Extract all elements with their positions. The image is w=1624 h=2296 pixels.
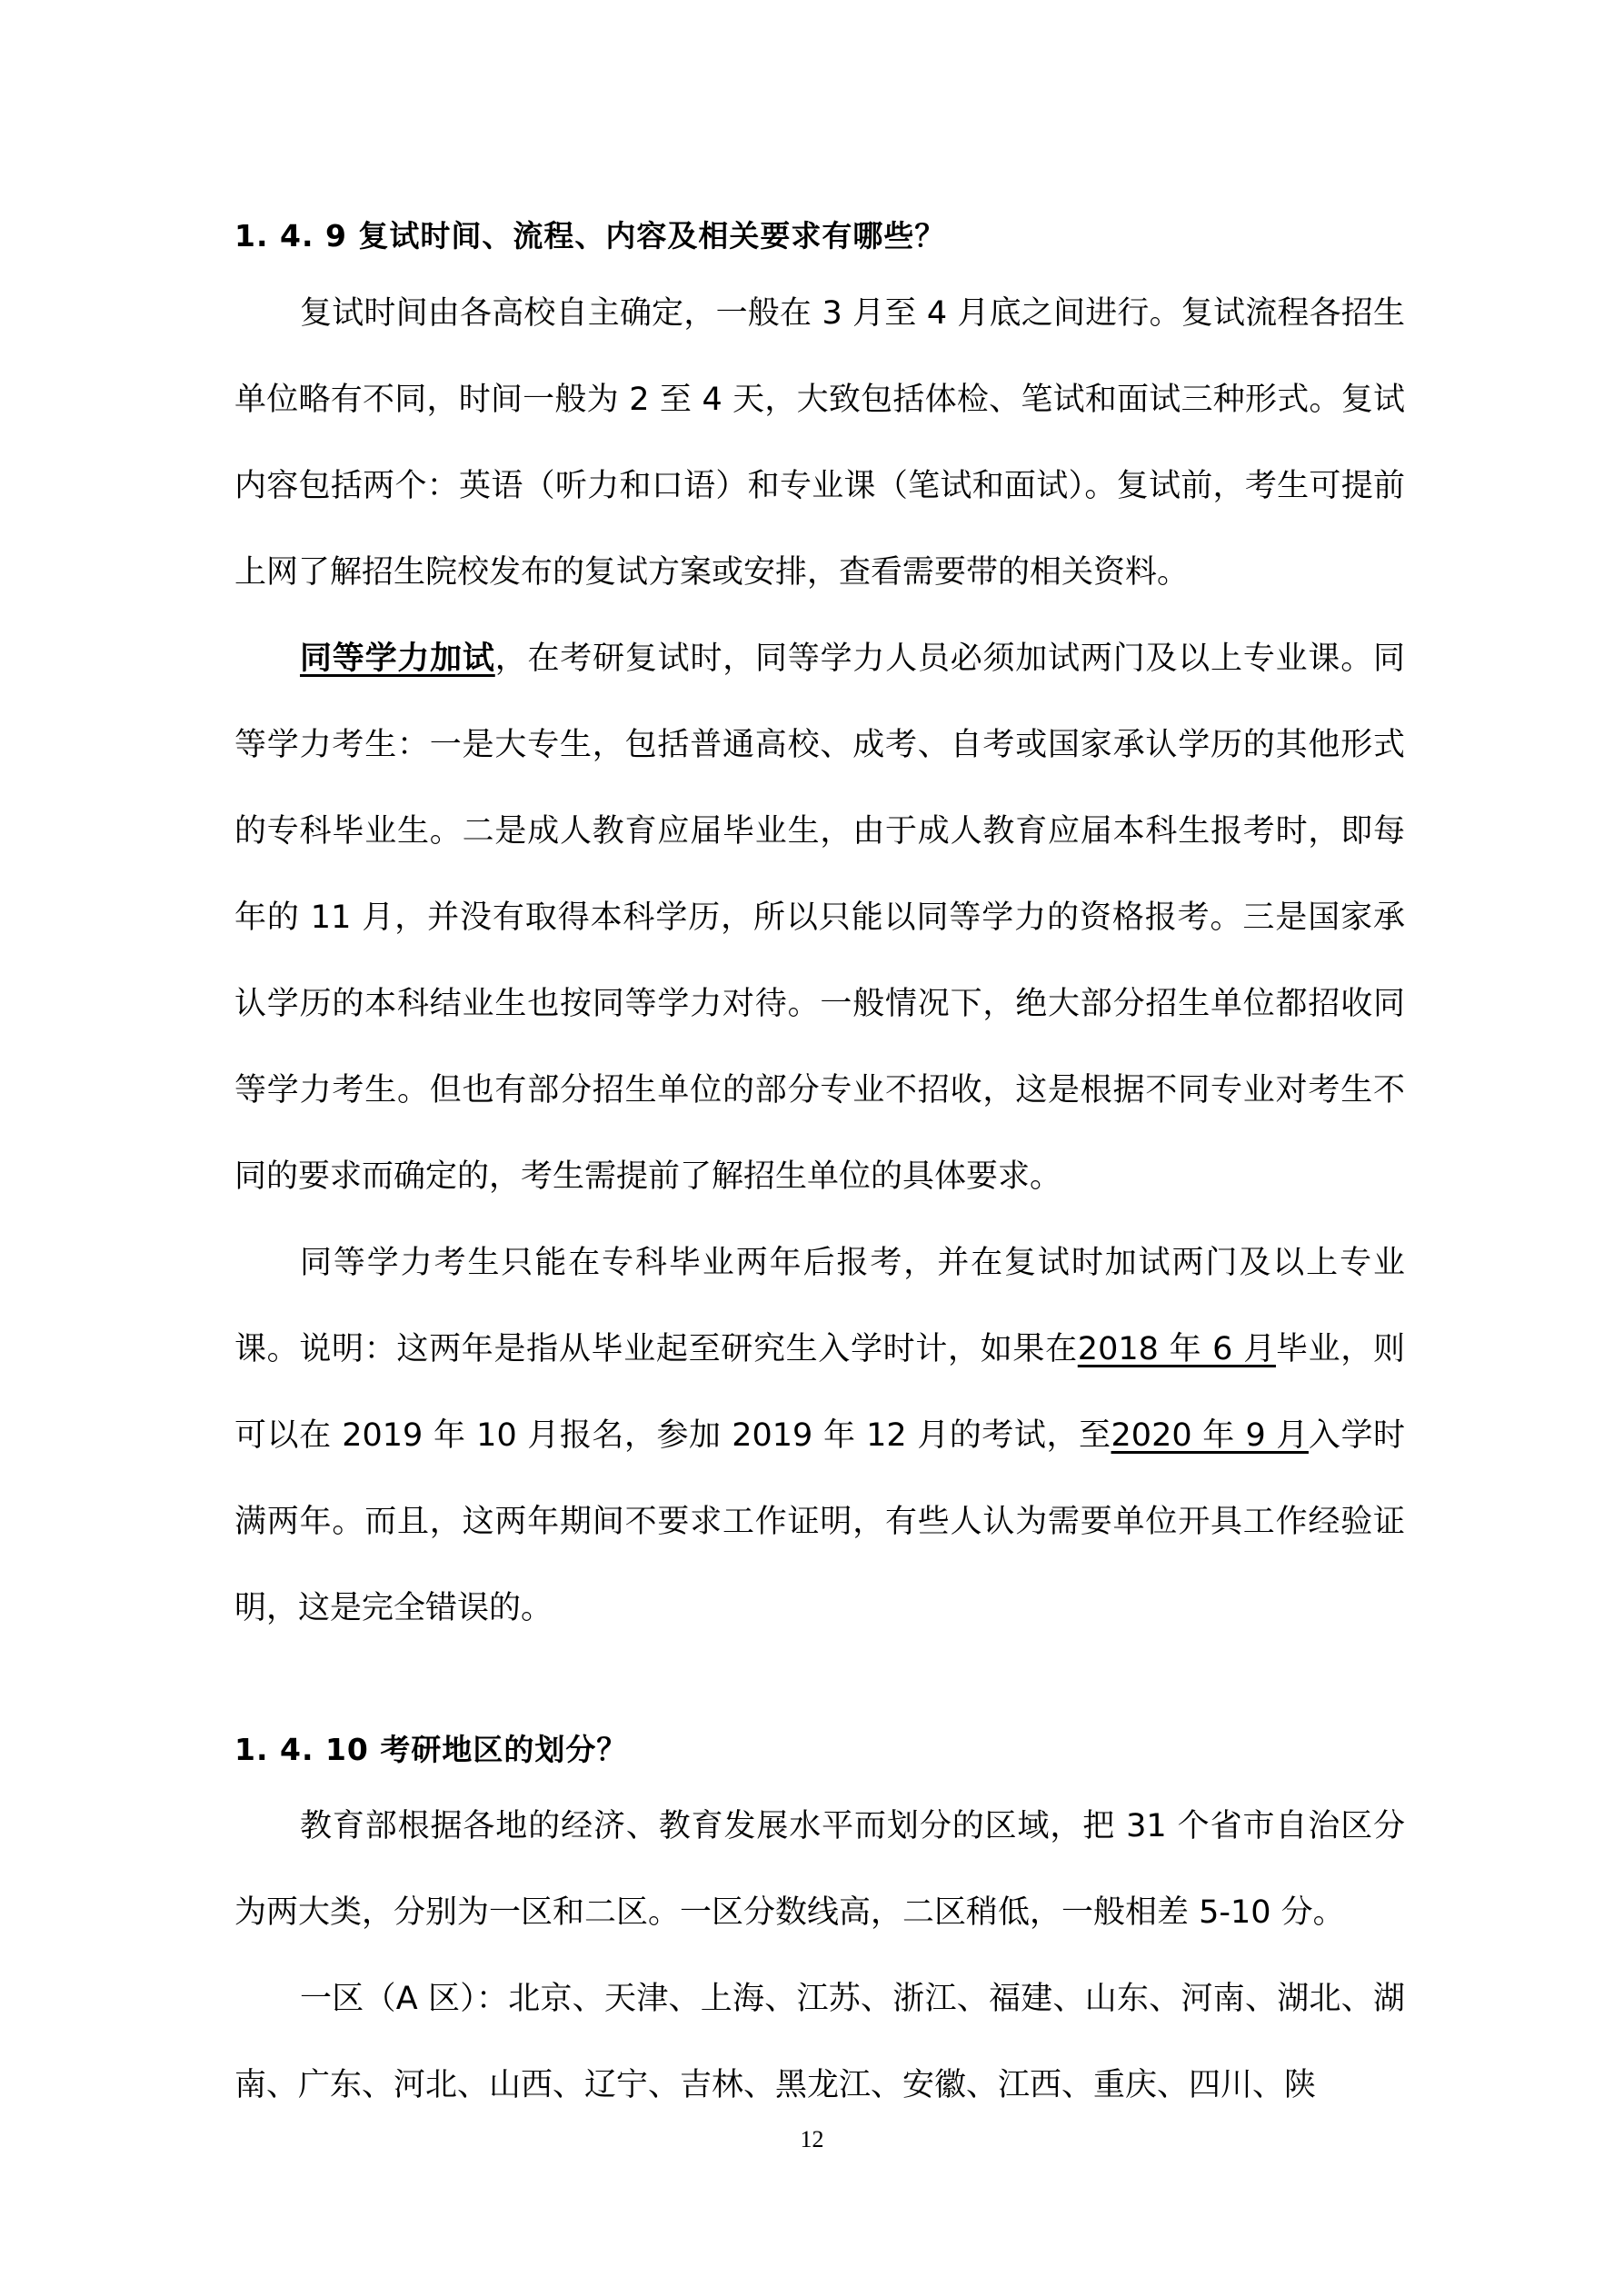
term-equivalent-education-exam: 同等学力加试: [300, 641, 495, 677]
underlined-date-enrollment: 2020 年 9 月: [1111, 1417, 1309, 1454]
paragraph-region-a-list: 一区（A 区）：北京、天津、上海、江苏、浙江、福建、山东、河南、湖北、湖南、广东、河北、山西、辽宁、吉林、黑龙江、安徽、江西、重庆、四川、陕: [234, 1981, 1405, 2103]
paragraph-region-division: 教育部根据各地的经济、教育发展水平而划分的区域，把 31 个省市自治区分为两大类，分别为一区和二区。一区分数线高，二区稍低，一般相差 5-10 分。: [234, 1808, 1405, 1931]
page-number: 12: [800, 2126, 824, 2152]
underlined-date-graduation: 2018 年 6 月: [1077, 1331, 1276, 1367]
paragraph-two-year-rule-text-c: 入学时满两年。而且，这两年期间不要求工作证明，有些人认为需要单位开具工作经验证明，这是完全错误的。: [234, 1417, 1405, 1626]
paragraph-two-year-rule: [234, 1220, 1405, 1652]
paragraph-equivalent-education: [234, 616, 1405, 1220]
paragraph-equivalent-education-text: ，在考研复试时，同等学力人员必须加试两门及以上专业课。同等学力考生：一是大专生，包括普通高校、成考、自考或国家承认学历的其他形式的专科毕业生。二是成人教育应届毕业生，由于成人教育应届本科生报考时，即每年的 11 月，并没有取得本科学历，所以只能以同等学力的资格报考。三是国家承认学历的本科结业生也按同等学力对待。一般情况下，绝大部分招生单位都招收同等学力考生。但也有部分招生单位的部分专业不招收，这是根据不同专业对考生不同的要求而确定的，考生需提前了解招生单位的具体要求。: [234, 641, 1405, 1195]
section-heading-1-4-9: 1. 4. 9 复试时间、流程、内容及相关要求有哪些？: [234, 218, 946, 253]
paragraph-two-year-rule-text-b: 毕业，则可以在 2019 年 10 月报名，参加 2019 年 12 月的考试，至: [234, 1331, 1405, 1454]
section-heading-1-4-10: 1. 4. 10 考研地区的划分？: [234, 1732, 628, 1767]
paragraph-two-year-rule-text-a: 同等学力考生只能在专科毕业两年后报考，并在复试时加试两门及以上专业课。说明：这两年是指从毕业起至研究生入学时计，如果在: [234, 1245, 1405, 1367]
paragraph-retest-schedule: 复试时间由各高校自主确定，一般在 3 月至 4 月底之间进行。复试流程各招生单位略有不同，时间一般为 2 至 4 天，大致包括体检、笔试和面试三种形式。复试内容包括两个：英语（听力和口语）和专业课（笔试和面试）。复试前，考生可提前上网了解招生院校发布的复试方案或安排，查看需要带的相关资料。: [234, 295, 1405, 591]
